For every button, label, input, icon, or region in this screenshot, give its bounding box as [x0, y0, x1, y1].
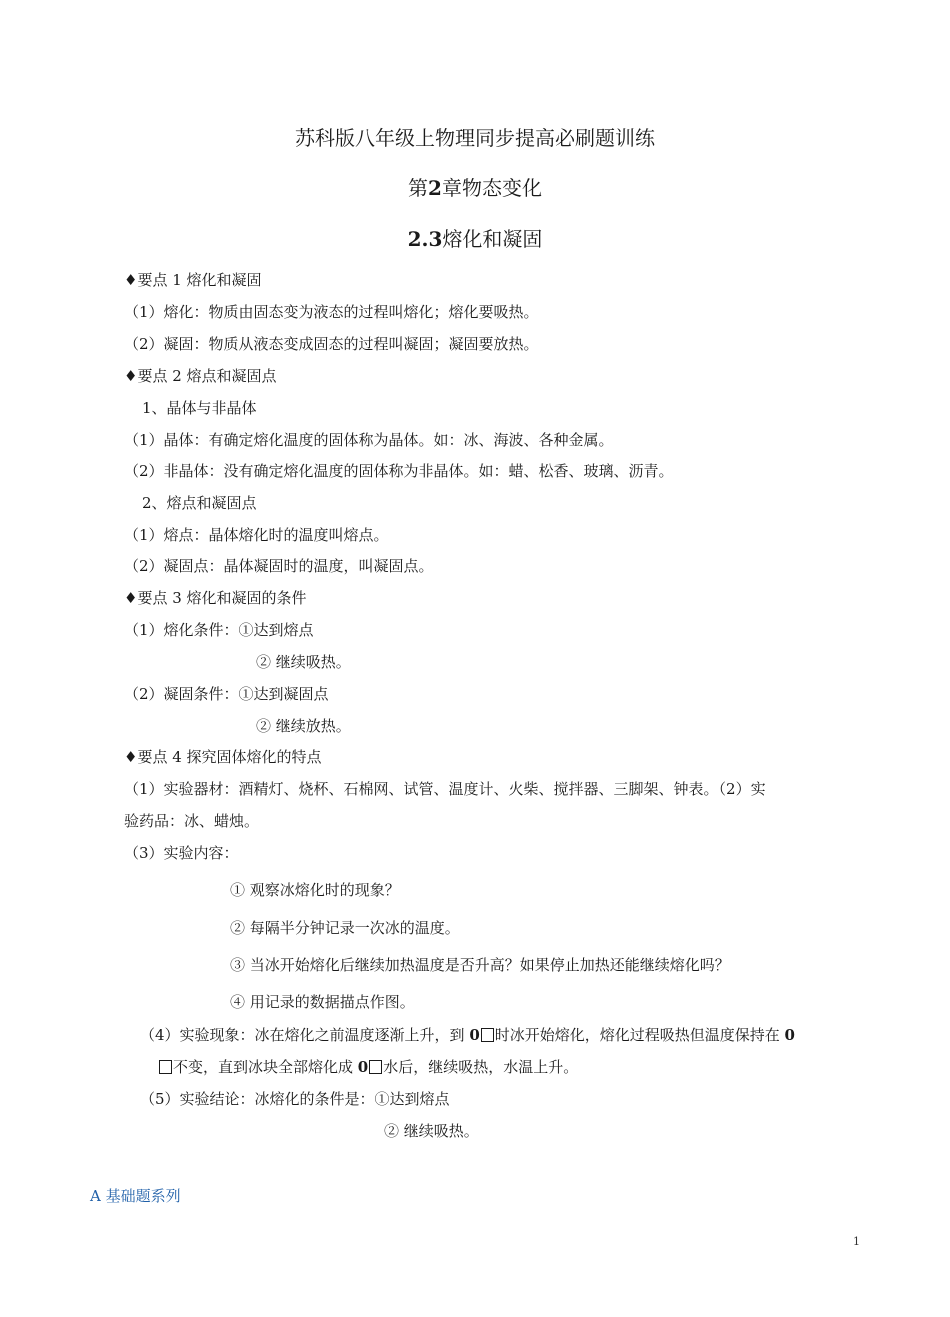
zero-value: 0 — [784, 1026, 795, 1044]
keypoint-4-item-5: （5）实验结论：冰熔化的条件是：①达到熔点 — [140, 1090, 450, 1108]
experiment-step-3: ③ 当冰开始熔化后继续加热温度是否升高？如果停止加热还能继续熔化吗？ — [230, 956, 730, 974]
keypoint-2-subheading-2: 2、熔点和凝固点 — [142, 494, 257, 512]
keypoint-2-item-3: （1）熔点：晶体熔化时的温度叫熔点。 — [124, 526, 389, 544]
keypoint-3-item-2b: ② 继续放热。 — [256, 717, 351, 735]
experiment-step-2: ② 每隔半分钟记录一次冰的温度。 — [230, 919, 460, 937]
keypoint-3-item-1b: ② 继续吸热。 — [256, 653, 351, 671]
keypoint-4-item-5b: ② 继续吸热。 — [384, 1122, 479, 1140]
section-name: 熔化和凝固 — [442, 227, 543, 251]
keypoint-1-heading: ♦要点 1 熔化和凝固 — [124, 271, 262, 289]
keypoint-2-item-2: （2）非晶体：没有确定熔化温度的固体称为非晶体。如：蜡、松香、玻璃、沥青。 — [124, 462, 674, 480]
degree-symbol-box — [481, 1028, 494, 1042]
experiment-step-1: ① 观察冰熔化时的现象？ — [230, 881, 400, 899]
phenomenon-text-a: （4）实验现象：冰在熔化之前温度逐渐上升，到 — [140, 1026, 470, 1044]
phenomenon-text-c: 不变，直到冰块全部熔化成 — [173, 1058, 358, 1076]
experiment-step-4: ④ 用记录的数据描点作图。 — [230, 993, 415, 1011]
keypoint-2-item-1: （1）晶体：有确定熔化温度的固体称为晶体。如：冰、海波、各种金属。 — [124, 431, 614, 449]
page-number: 1 — [853, 1235, 860, 1248]
section-title — [0, 225, 950, 253]
chapter-title — [0, 174, 950, 202]
keypoint-3-heading: ♦要点 3 熔化和凝固的条件 — [124, 589, 307, 607]
keypoint-1-item-2: （2）凝固：物质从液态变成固态的过程叫凝固；凝固要放热。 — [124, 335, 539, 353]
keypoint-4-item-1b: 验药品：冰、蜡烛。 — [124, 812, 260, 830]
keypoint-2-subheading-1: 1、晶体与非晶体 — [142, 399, 257, 417]
phenomenon-text-b: 时冰开始熔化，熔化过程吸热但温度保持在 — [494, 1026, 785, 1044]
keypoint-4-item-3: （3）实验内容： — [124, 844, 239, 862]
keypoint-3-item-1: （1）熔化条件：①达到熔点 — [124, 621, 314, 639]
degree-symbol-box — [369, 1060, 382, 1074]
degree-symbol-box — [159, 1060, 172, 1074]
keypoint-1-item-1: （1）熔化：物质由固态变为液态的过程叫熔化；熔化要吸热。 — [124, 303, 539, 321]
zero-value: 0 — [469, 1026, 480, 1044]
zero-value: 0 — [357, 1058, 369, 1076]
section-number: 2.3 — [407, 227, 443, 251]
keypoint-2-heading: ♦要点 2 熔点和凝固点 — [124, 367, 277, 385]
section-label: A 基础题系列 — [90, 1187, 181, 1205]
keypoint-3-item-2: （2）凝固条件：①达到凝固点 — [124, 685, 329, 703]
keypoint-4-heading: ♦要点 4 探究固体熔化的特点 — [124, 748, 322, 766]
keypoint-4-item-4 — [140, 1025, 795, 1045]
chapter-name: 章物态变化 — [441, 176, 542, 200]
phenomenon-text-d: 水后，继续吸热，水温上升。 — [383, 1058, 579, 1076]
page-title: 苏科版八年级上物理同步提高必刷题训练 — [295, 126, 655, 150]
keypoint-4-item-4b — [158, 1057, 578, 1077]
chapter-prefix: 第 — [408, 176, 429, 200]
keypoint-4-item-1: （1）实验器材：酒精灯、烧杯、石棉网、试管、温度计、火柴、搅拌器、三脚架、钟表。（2）实 — [124, 780, 766, 798]
chapter-number: 2 — [428, 176, 442, 200]
keypoint-2-item-4: （2）凝固点：晶体凝固时的温度，叫凝固点。 — [124, 557, 434, 575]
